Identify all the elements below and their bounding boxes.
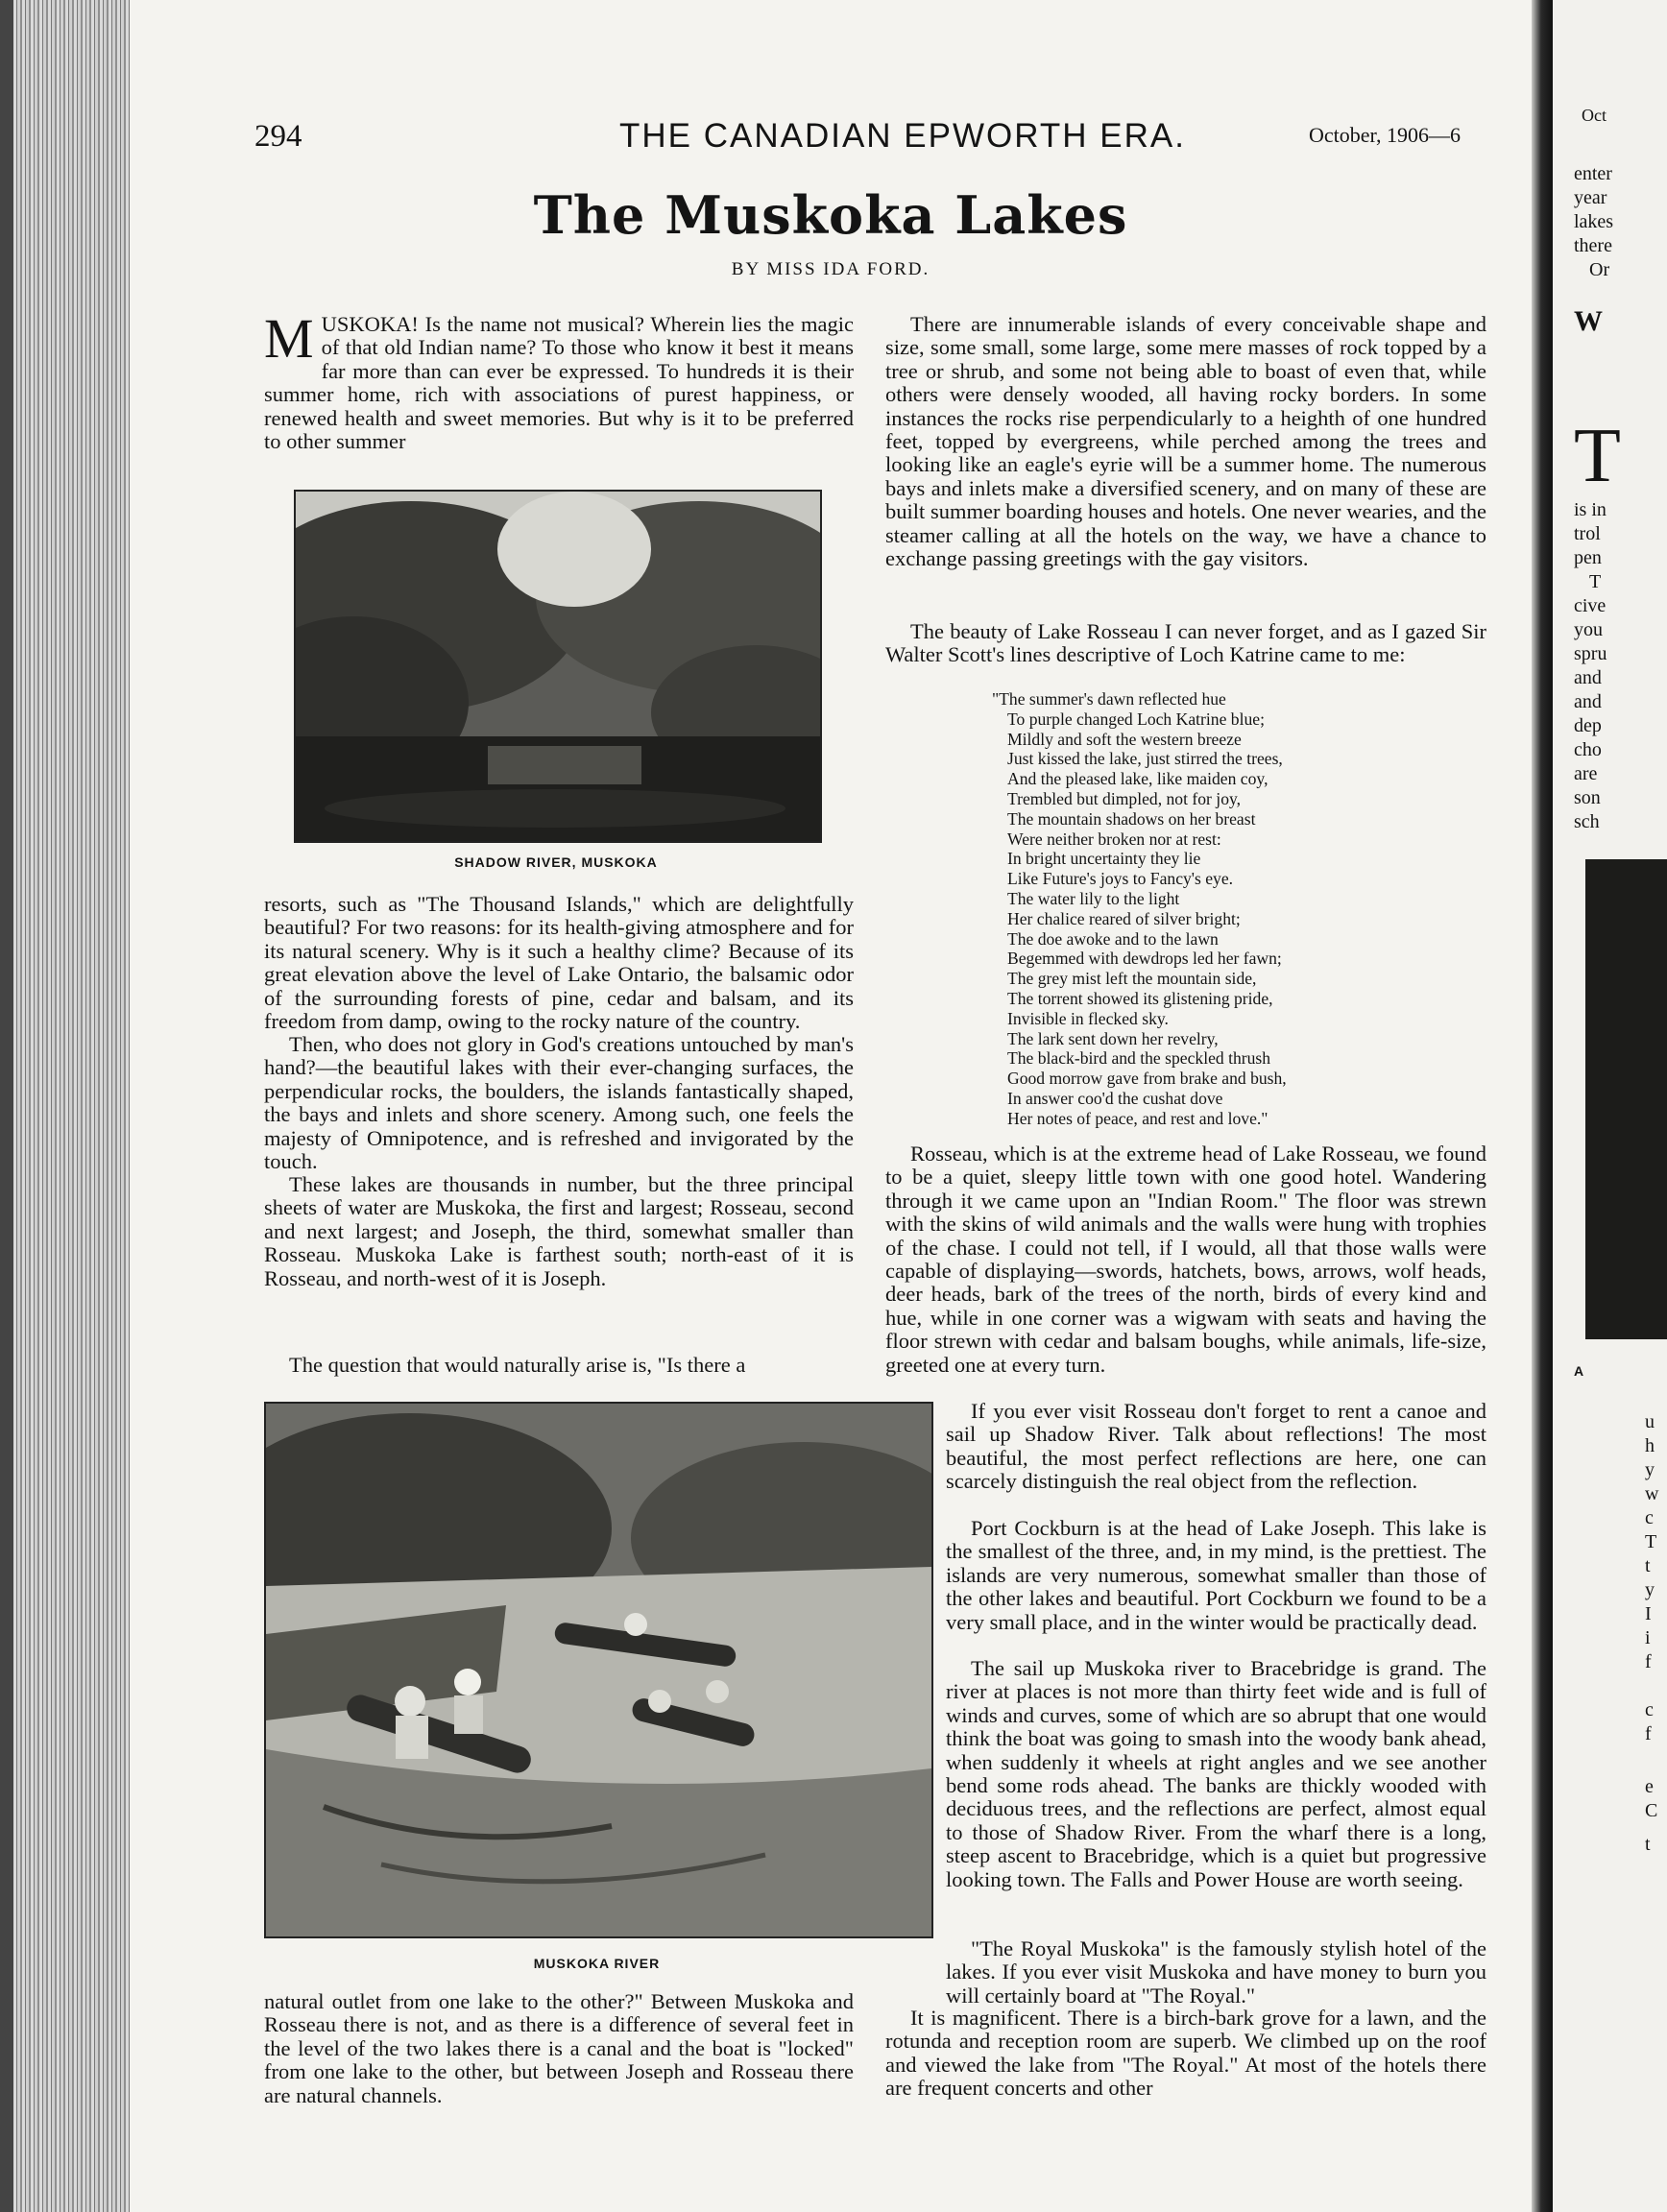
poem-line: Like Future's joys to Fancy's eye. (1007, 869, 1234, 889)
facing-text: w (1645, 1483, 1659, 1504)
facing-text: y (1645, 1579, 1655, 1600)
right-paragraph-7: "The Royal Muskoka" is the famously stylish hotel of the lakes. If you ever visit Muskoka and have money to burn you will certainly board at "The Royal." (946, 1936, 1486, 2008)
facing-page-fragment (1553, 0, 1667, 2212)
facing-dropcap: T (1574, 414, 1621, 498)
facing-text: f (1645, 1651, 1652, 1672)
facing-text: dep (1574, 715, 1602, 736)
page-number: 294 (254, 119, 302, 154)
facing-text: c (1645, 1699, 1654, 1720)
facing-text: C (1645, 1800, 1658, 1821)
facing-text: cive (1574, 595, 1607, 616)
poem-line: The torrent showed its glistening pride, (1007, 988, 1273, 1008)
poem-line: The grey mist left the mountain side, (1007, 969, 1257, 989)
right-paragraph-3: Rosseau, which is at the extreme head of Lake Rosseau, we found to be a quiet, sleepy little town with one good hotel. Wandering through it we came upon an "Indian Room." The floor was strewn with the skins of wild animals and the walls were hung with trophies of the chase. I could not tell, if I would, all that those walls were capable of displaying—swords, hatchets, bows, arrows, wolf heads, deer heads, bark of the trees of the north, birds of every kind and hue, while in one corner was a wigwam with seats and having the floor strewn with cedar and balsam boughs, while animals, life-size, greeted one at every turn. (885, 1142, 1486, 1377)
right-paragraph-1: There are innumerable islands of every conceivable shape and size, some small, some large, some mere masses of rock topped by a tree or shrub, and some not being able to boast of even that, while others were densely wooded, all having rocky borders. In some instances the rocks rise perpendicularly to a heighth of one hundred feet, topped by evergreens, while perched among the trees and looking like an eagle's eyrie will be a summer home. The numerous bays and inlets make a diversified scenery, and on many of these are built summer boarding houses and hotels. One never wearies, and the steamer calling at all the hotels on the way, we have a chance to exchange passing greetings with the gay visitors. (885, 312, 1486, 571)
facing-text: cho (1574, 739, 1602, 760)
article-byline: BY MISS IDA FORD. (731, 259, 930, 279)
muskoka-river-photo (266, 1404, 931, 1936)
right-paragraph-2: The beauty of Lake Rosseau I can never forget, and as I gazed Sir Walter Scott's lines descriptive of Loch Katrine came to me: (885, 619, 1486, 667)
poem-line: The black-bird and the speckled thrush (1007, 1048, 1271, 1069)
facing-photo (1585, 859, 1667, 1339)
facing-heading: W (1574, 305, 1603, 337)
facing-text: are (1574, 763, 1598, 784)
article-title: The Muskoka Lakes (533, 184, 1128, 246)
poem-line: Good morrow gave from brake and bush, (1007, 1069, 1287, 1089)
issue-date: October, 1906—6 (1309, 123, 1461, 147)
left-paragraph-6: natural outlet from one lake to the other?" Between Muskoka and Rosseau there is not, and as there is a difference of several feet in the level of the two lakes there is a canal and the boat is "locked" from one lake to the other, but between Joseph and Rosseau there are natural channels. (264, 1989, 854, 2107)
facing-text: and (1574, 691, 1602, 712)
caption-muskoka-river: MUSKOKA RIVER (533, 1956, 661, 1971)
running-header: THE CANADIAN EPWORTH ERA. (619, 117, 1186, 155)
poem-line: In answer coo'd the cushat dove (1007, 1088, 1223, 1108)
facing-text: y (1645, 1459, 1655, 1480)
caption-shadow-river: SHADOW RIVER, MUSKOKA (454, 854, 658, 870)
right-paragraph-8: It is magnificent. There is a birch-bark grove for a lawn, and the rotunda and reception room are superb. We climbed up on the roof and viewed the lake from "The Royal." At most of the hotels there are frequent concerts and other (885, 2006, 1486, 2101)
facing-text: enter (1574, 163, 1612, 184)
facing-text: pen (1574, 547, 1602, 568)
facing-text: T (1645, 1531, 1657, 1552)
poem-block (992, 689, 1491, 1129)
shadow-river-photo (296, 492, 820, 841)
photo-shadow-river (294, 490, 822, 843)
right-paragraph-6: The sail up Muskoka river to Bracebridge is grand. The river at places is not more than thirty feet wide and is full of winds and curves, some of which are so abrupt that one would think the boat was going to smash into the woody bank ahead, when suddenly it wheels at right angles and we see another bend some rods ahead. The banks are thickly wooded with deciduous trees, and the reflections are perfect, almost equal to those of Shadow River. From the wharf there is a long, steep ascent to Bracebridge, which is a quiet but progressive looking town. The Falls and Power House are worth seeing. (946, 1656, 1486, 1891)
facing-text: year (1574, 187, 1607, 208)
poem-line: In bright uncertainty they lie (1007, 849, 1201, 869)
facing-text: u (1645, 1411, 1655, 1432)
facing-text: I (1645, 1603, 1652, 1624)
facing-text: trol (1574, 523, 1601, 544)
facing-text: is in (1574, 499, 1607, 520)
facing-text: spru (1574, 643, 1607, 664)
right-paragraph-5: Port Cockburn is at the head of Lake Joseph. This lake is the smallest of the three, and, in my mind, is the prettiest. The islands are very numerous, somewhat smaller than those of the other lakes and beautiful. Port Cockburn we found to be a very small place, and in the winter would be practically dead. (946, 1516, 1486, 1634)
facing-text: e (1645, 1776, 1654, 1797)
right-paragraph-4: If you ever visit Rosseau don't forget to rent a canoe and sail up Shadow River. Talk about reflections! The most beautiful, the most perfect reflections are here, one can scarcely distinguish the real object from the reflection. (946, 1399, 1486, 1494)
poem-line: Her chalice reared of silver bright; (1007, 908, 1241, 928)
book-spine-shadow (0, 0, 13, 2212)
poem-line: Were neither broken nor at rest: (1007, 829, 1221, 849)
poem-line: Trembled but dimpled, not for joy, (1007, 788, 1242, 808)
poem-line: "The summer's dawn reflected hue (992, 689, 1226, 709)
left-paragraph-1: MUSKOKA! Is the name not musical? Wherein lies the magic of that old Indian name? To those who know it best it means far more than can ever be expressed. To hundreds it is their summer home, rich with associations of purest happiness, or renewed health and sweet memories. But why is it to be preferred to other summer (264, 307, 854, 454)
facing-text: sch (1574, 811, 1600, 832)
facing-page-header: Oct (1582, 106, 1607, 125)
facing-text: lakes (1574, 211, 1614, 232)
facing-text: f (1645, 1723, 1652, 1744)
magazine-page (130, 0, 1532, 2212)
facing-text: h (1645, 1435, 1655, 1456)
poem-line: Mildly and soft the western breeze (1007, 729, 1242, 749)
facing-caption: A (1574, 1363, 1584, 1379)
facing-text: you (1574, 619, 1603, 640)
facing-text: son (1574, 787, 1601, 808)
facing-text: t (1645, 1834, 1651, 1855)
poem-line: The lark sent down her revelry, (1007, 1028, 1219, 1048)
facing-text: T (1589, 571, 1602, 592)
left-paragraph-2: resorts, such as "The Thousand Islands," which are delightfully beautiful? For two reasons: for its health-giving atmosphere and for its natural scenery. Why is it such a healthy clime? Because of its great elevation above the level of Lake Ontario, the balsamic odor of the surrounding forests of pine, cedar and balsam, and its freedom from damp, owing to the rocky nature of the country. (264, 892, 854, 1034)
facing-text: i (1645, 1627, 1651, 1648)
photo-muskoka-river (264, 1402, 933, 1938)
facing-text: Or (1589, 259, 1610, 280)
poem-line: Invisible in flecked sky. (1007, 1008, 1169, 1028)
drop-cap: M (264, 307, 314, 370)
book-page-edges (0, 0, 130, 2212)
poem-line: The doe awoke and to the lawn (1007, 928, 1219, 949)
poem-line: The water lily to the light (1007, 888, 1180, 908)
binding-gutter (1532, 0, 1553, 2212)
left-paragraph-5: The question that would naturally arise is, "Is there a (289, 1353, 746, 1377)
left-paragraph-4: These lakes are thousands in number, but the three principal sheets of water are Muskoka, the first and largest; Rosseau, second and next largest; and Joseph, the third, somewhat smaller than Rosseau. Muskoka Lake is farthest south; north-east of it is Rosseau, and north-west of it is Joseph. (264, 1172, 854, 1290)
facing-text: and (1574, 667, 1602, 688)
poem-line: Her notes of peace, and rest and love." (1007, 1108, 1268, 1128)
poem-line: And the pleased lake, like maiden coy, (1007, 769, 1268, 789)
poem-line: Just kissed the lake, just stirred the trees, (1007, 749, 1283, 769)
left-paragraph-3: Then, who does not glory in God's creations untouched by man's hand?—the beautiful lakes with their ever-changing surfaces, the perpendicular rocks, the boulders, the islands fantastically shaped, the bays and inlets and shore scenery. Among such, one feels the majesty of Omnipotence, and is refreshed and invigorated by the touch. (264, 1032, 854, 1174)
facing-text: c (1645, 1507, 1654, 1528)
poem-line: The mountain shadows on her breast (1007, 808, 1256, 829)
poem-line: Begemmed with dewdrops led her fawn; (1007, 949, 1282, 969)
poem-line: To purple changed Loch Katrine blue; (1007, 709, 1265, 729)
facing-text: t (1645, 1555, 1651, 1576)
facing-text: there (1574, 235, 1612, 256)
